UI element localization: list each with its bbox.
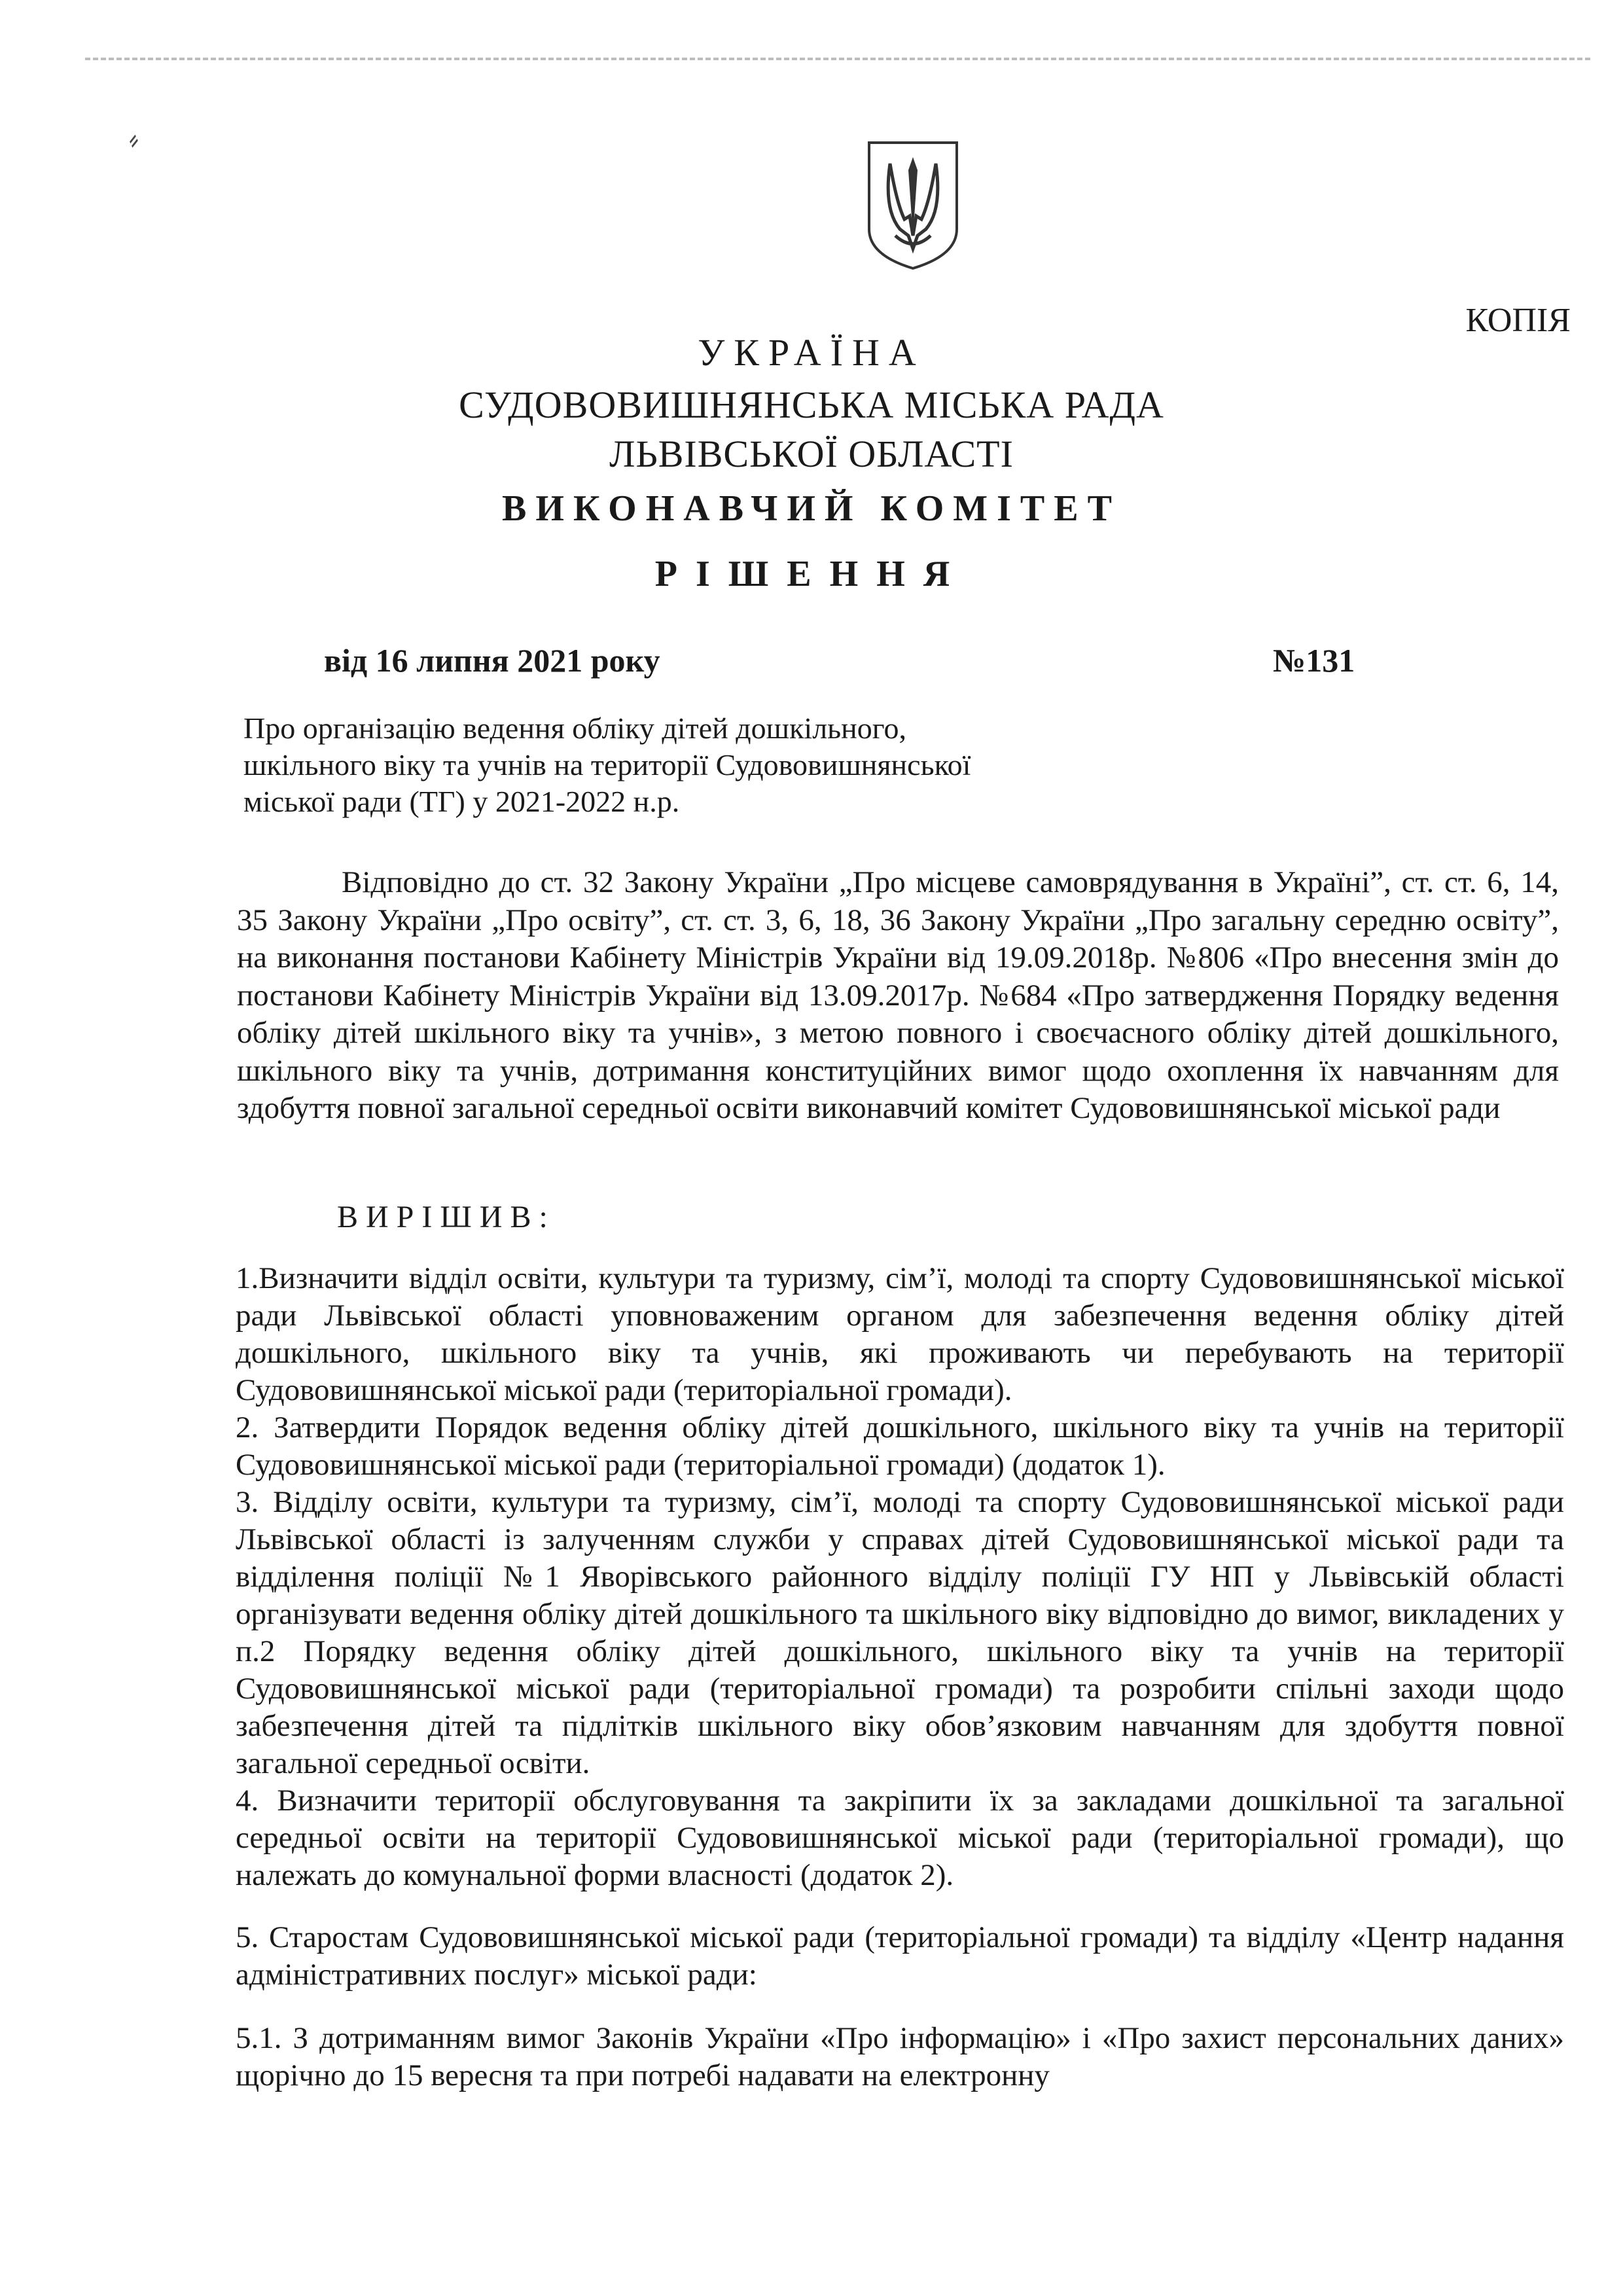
subject-line: шкільного віку та учнів на території Судововишнянської	[243, 748, 971, 781]
resolution-item: 2. Затвердити Порядок ведення обліку дітей дошкільного, шкільного віку та учнів на території Судововишнянської міської ради (територіальної громади) (додаток 1).	[236, 1410, 1564, 1482]
decision-number: №131	[1273, 642, 1355, 679]
resolution-items	[236, 1260, 1564, 2094]
handwritten-mark: ⸗	[120, 121, 145, 157]
trident-emblem-icon	[864, 137, 962, 272]
decision-date: від 16 липня 2021 року	[324, 642, 660, 679]
oblast-title: ЛЬВІВСЬКОЇ ОБЛАСТІ	[609, 433, 1014, 475]
country-title: УКРАЇНА	[698, 331, 925, 374]
subject-line: міської ради (ТГ) у 2021-2022 н.р.	[243, 785, 680, 818]
document-type-title: РІШЕННЯ	[654, 554, 969, 594]
copy-label: КОПІЯ	[1465, 302, 1571, 339]
committee-title: ВИКОНАВЧИЙ КОМІТЕТ	[502, 488, 1121, 529]
resolution-item: 1.Визначити відділ освіти, культури та туризму, сім’ї, молоді та спорту Судововишнянської міської ради Львівської області уповноваженим органом для забезпечення ведення обліку дітей дошкільного, шкільного віку та учнів, які проживають чи перебувають на території Судововишнянської міської ради (територіальної громади).	[236, 1261, 1564, 1407]
resolution-item: 4. Визначити території обслуговування та закріпити їх за закладами дошкільної та загальної середньої освіти на території Судововишнянської міської ради (територіальної громади), що належать до комунальної форми власності (додаток 2).	[236, 1784, 1564, 1892]
resolution-item: 5. Старостам Судововишнянської міської ради (територіальної громади) та відділу «Центр надання адміністративних послуг» міської ради:	[236, 1920, 1564, 1992]
resolution-item: 3. Відділу освіти, культури та туризму, сім’ї, молоді та спорту Судововишнянської міської ради Львівської області із залученням служби у справах дітей Судововишнянської міської ради та відділення поліції №1 Яворівського районного відділу поліції ГУ НП у Львівській області організувати ведення обліку дітей дошкільного та шкільного віку відповідно до вимог, викладених у п.2 Порядку ведення обліку дітей дошкільного, шкільного віку та учнів на території Судововишнянської міської ради (територіальної громади) та розробити спільні заходи щодо забезпечення дітей та підлітків шкільного віку обов’язковим навчанням для здобуття повної загальної середньої освіти.	[236, 1485, 1564, 1780]
subject-block	[243, 710, 1094, 820]
resolved-heading: ВИРІШИВ:	[337, 1200, 556, 1234]
council-title: СУДОВОВИШНЯНСЬКА МІСЬКА РАДА	[459, 384, 1164, 426]
preamble-text: Відповідно до ст. 32 Закону України „Про місцеве самоврядування в Україні”, ст. ст. 6, 14, 35 Закону України „Про освіту”, ст. ст. 3, 6, 18, 36 Закону України „Про загальну середню освіту”, на виконання постанови Кабінету Міністрів України від 19.09.2018р. №806 «Про внесення змін до постанови Кабінету Міністрів України від 13.09.2017р. №684 «Про затвердження Порядку ведення обліку дітей шкільного віку та учнів», з метою повного і своєчасного обліку дітей дошкільного, шкільного віку та учнів, дотримання конституційних вимог щодо охоплення їх навчанням для здобуття повної загальної середньої освіти виконавчий комітет Судововишнянської міської ради	[237, 865, 1559, 1125]
top-divider	[85, 58, 1590, 60]
resolution-item: 5.1. З дотриманням вимог Законів України «Про інформацію» і «Про захист персональних даних» щорічно до 15 вересня та при потребі надавати на електронну	[236, 2021, 1564, 2092]
subject-line: Про організацію ведення обліку дітей дошкільного,	[243, 711, 906, 745]
preamble-paragraph	[237, 864, 1559, 1128]
